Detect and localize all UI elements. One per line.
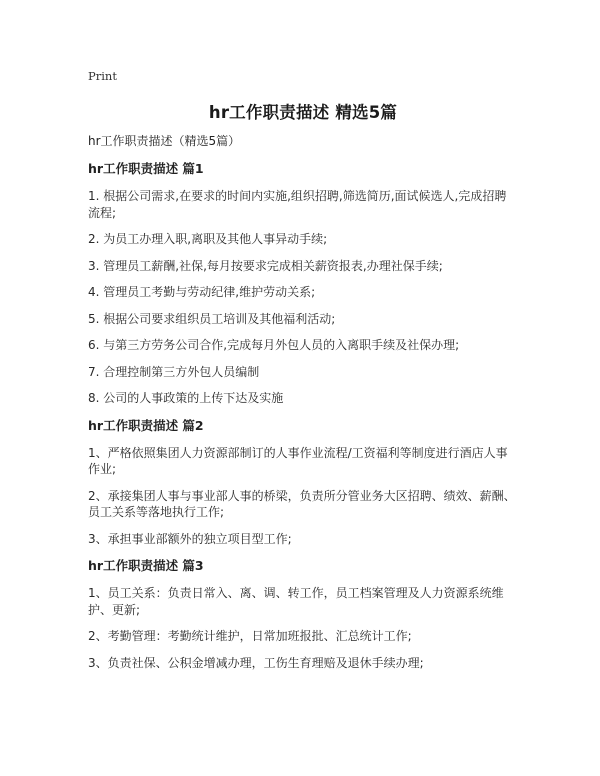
list-item: 2. 为员工办理入职,离职及其他人事异动手续; [88, 232, 328, 246]
section-3 [88, 557, 518, 671]
document-content [88, 160, 518, 681]
list-item: 1、员工关系：负责日常入、离、调、转工作，员工档案管理及人力资源系统维护、更新; [88, 586, 504, 617]
list-item: 1、严格依照集团人力资源部制订的人事作业流程/工资福利等制度进行酒店人事作业; [88, 445, 508, 476]
list-item: 6. 与第三方劳务公司合作,完成每月外包人员的入离职手续及社保办理; [88, 338, 460, 352]
list-item: 2、考勤管理：考勤统计维护，日常加班报批、汇总统计工作; [88, 629, 412, 643]
section-1 [88, 160, 518, 407]
list-item: 5. 根据公司要求组织员工培训及其他福利活动; [88, 311, 336, 326]
document-title: hr工作职责描述 精选5篇 [208, 103, 398, 122]
section-heading: hr工作职责描述 篇1 [88, 161, 204, 176]
list-item: 4. 管理员工考勤与劳动纪律,维护劳动关系; [88, 285, 316, 299]
list-item: 2、承接集团人事与事业部人事的桥梁，负责所分管业务大区招聘、绩效、薪酬、员工关系等落地执行工作; [88, 488, 516, 519]
section-2 [88, 417, 518, 548]
list-item: 1. 根据公司需求,在要求的时间内实施,组织招聘,筛选简历,面试候选人,完成招聘流程; [88, 189, 507, 220]
list-item: 3. 管理员工薪酬,社保,每月按要求完成相关薪资报表,办理社保手续; [88, 258, 443, 273]
list-item: 7. 合理控制第三方外包人员编制 [88, 364, 260, 379]
section-heading: hr工作职责描述 篇2 [88, 417, 204, 433]
document-subtitle: hr工作职责描述（精选5篇） [88, 134, 241, 148]
list-item: 3、负责社保、公积金增减办理，工伤生育理赔及退休手续办理; [88, 655, 424, 670]
list-item: 3、承担事业部额外的独立项目型工作; [88, 531, 292, 546]
list-item: 8. 公司的人事政策的上传下达及实施 [88, 391, 284, 405]
print-link[interactable]: Print [88, 69, 117, 83]
section-heading: hr工作职责描述 篇3 [88, 558, 204, 573]
